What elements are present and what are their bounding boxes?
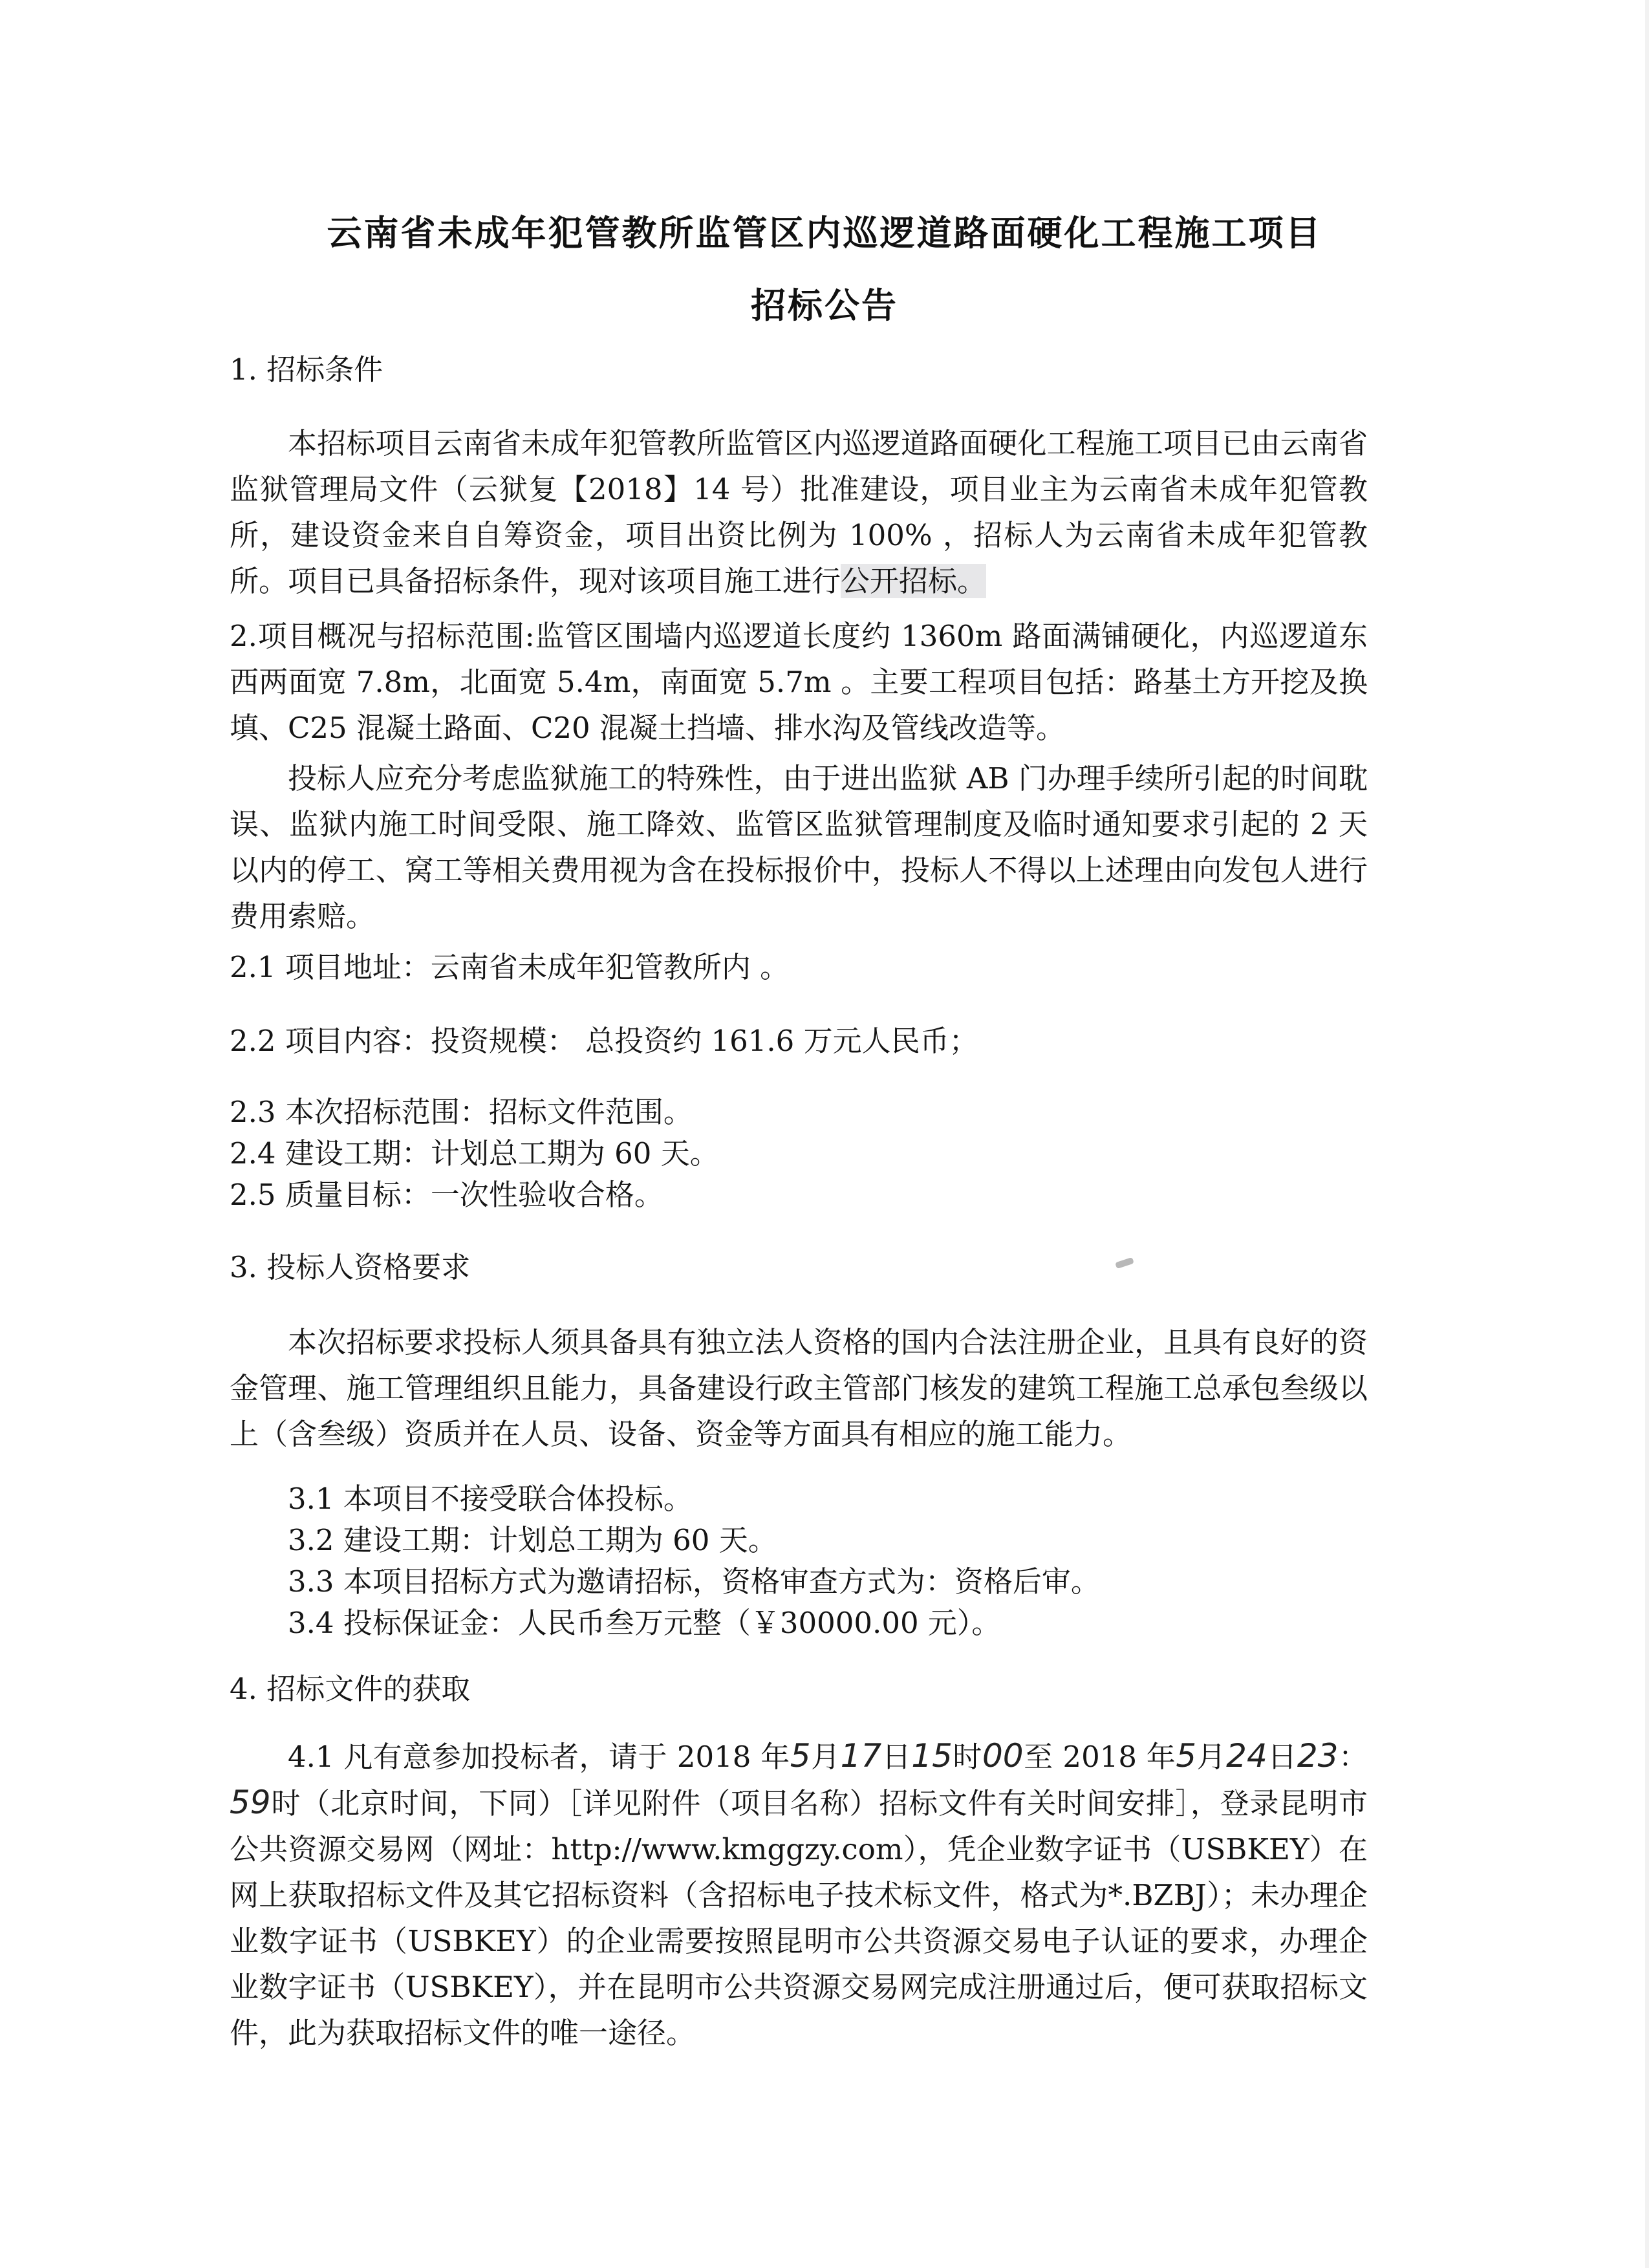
section-1-heading: 1. 招标条件 [230,352,383,387]
handwritten-minute-end: 59 [230,1784,271,1821]
section-3-paragraph: 本次招标要求投标人须具备具有独立法人资格的国内合法注册企业，且具有良好的资金管理、施工管理组织且能力，具备建设行政主管部门核发的建筑工程施工总承包叁级以上（含叁级）资质并在人员、设备、资金等方面具有相应的施工能力。 [230,1325,1368,1451]
document-subtitle: 招标公告 [751,285,898,326]
item-2-4: 2.4 建设工期：计划总工期为 60 天。 [230,1136,719,1171]
handwritten-hour-start: 15 [911,1737,953,1775]
section-3-heading: 3. 投标人资格要求 [230,1250,471,1284]
item-3-4: 3.4 投标保证金：人民币叁万元整（￥30000.00 元）。 [288,1606,1001,1640]
section-4-paragraph [230,1733,1368,2056]
handwritten-minute-start: 00 [982,1737,1024,1775]
text-run: 4.1 凡有意参加投标者，请于 2018 年 [288,1740,790,1774]
section-1-paragraph [230,420,1368,604]
item-2-1: 2.1 项目地址：云南省未成年犯管教所内 。 [230,950,790,984]
text-run: 时（北京时间，下同）［详见附件（项目名称）招标文件有关时间安排］，登录昆明市公共资源交易网（网址：http://www.kmggzy.com），凭企业数字证书（USBKEY）在网上获取招标文件及其它招标资料（含招标电子技术标文件，格式为*.BZBJ）；未办理企业数字证书（USBKEY）的企业需要按照昆明市公共资源交易电子认证的要求，办理企业数字证书（USBKEY），并在昆明市公共资源交易网完成注册通过后，便可获取招标文件，此为获取招标文件的唯一途径。 [230,1786,1368,2050]
section-4-heading: 4. 招标文件的获取 [230,1672,471,1706]
handwritten-month-end: 5 [1176,1737,1197,1775]
handwritten-day-end: 24 [1226,1737,1267,1775]
text-run: 至 2018 年 [1023,1740,1176,1774]
handwritten-month-start: 5 [790,1737,811,1775]
handwritten-hour-end: 23 [1297,1737,1339,1775]
section-1-text: 本招标项目云南省未成年犯管教所监管区内巡逻道路面硬化工程施工项目已由云南省监狱管理局文件（云狱复【2018】14 号）批准建设，项目业主为云南省未成年犯管教所，建设资金来自自筹资金，项目出资比例为 100% ，招标人为云南省未成年犯管教所。项目已具备招标条件，现对该项目施工进行 [230,426,1368,598]
text-run: 月 [1196,1740,1227,1774]
item-3-3: 3.3 本项目招标方式为邀请招标，资格审查方式为：资格后审。 [288,1564,1100,1599]
highlighted-text: 公开招标。 [841,564,987,598]
text-run: 日 [1267,1740,1297,1774]
item-3-2: 3.2 建设工期：计划总工期为 60 天。 [288,1523,777,1557]
item-3-1: 3.1 本项目不接受联合体投标。 [288,1482,693,1516]
text-run: 日 [881,1740,912,1774]
text-run: 月 [810,1740,841,1774]
section-2-overview: 2.项目概况与招标范围:监管区围墙内巡逻道长度约 1360m 路面满铺硬化，内巡逻道东西两面宽 7.8m，北面宽 5.4m，南面宽 5.7m 。主要工程项目包括：路基土方开挖及换填、C25 混凝土路面、C20 混凝土挡墙、排水沟及管线改造等。 [230,619,1368,745]
text-run: ： [1338,1740,1368,1774]
item-2-2: 2.2 项目内容：投资规模： 总投资约 161.6 万元人民币； [230,1024,978,1058]
section-2-bidder-note: 投标人应充分考虑监狱施工的特殊性，由于进出监狱 AB 门办理手续所引起的时间耽误、监狱内施工时间受限、施工降效、监管区监狱管理制度及临时通知要求引起的 2 天以内的停工、窝工等相关费用视为含在投标报价中，投标人不得以上述理由向发包人进行费用索赔。 [230,761,1368,933]
text-run: 时 [952,1740,982,1774]
item-2-3: 2.3 本次招标范围：招标文件范围。 [230,1095,693,1129]
scan-edge [1645,0,1649,2268]
item-2-5: 2.5 质量目标：一次性验收合格。 [230,1178,663,1212]
handwritten-day-start: 17 [840,1737,882,1775]
document-title: 云南省未成年犯管教所监管区内巡逻道路面硬化工程施工项目 [327,213,1322,254]
scan-mark [1115,1257,1134,1269]
